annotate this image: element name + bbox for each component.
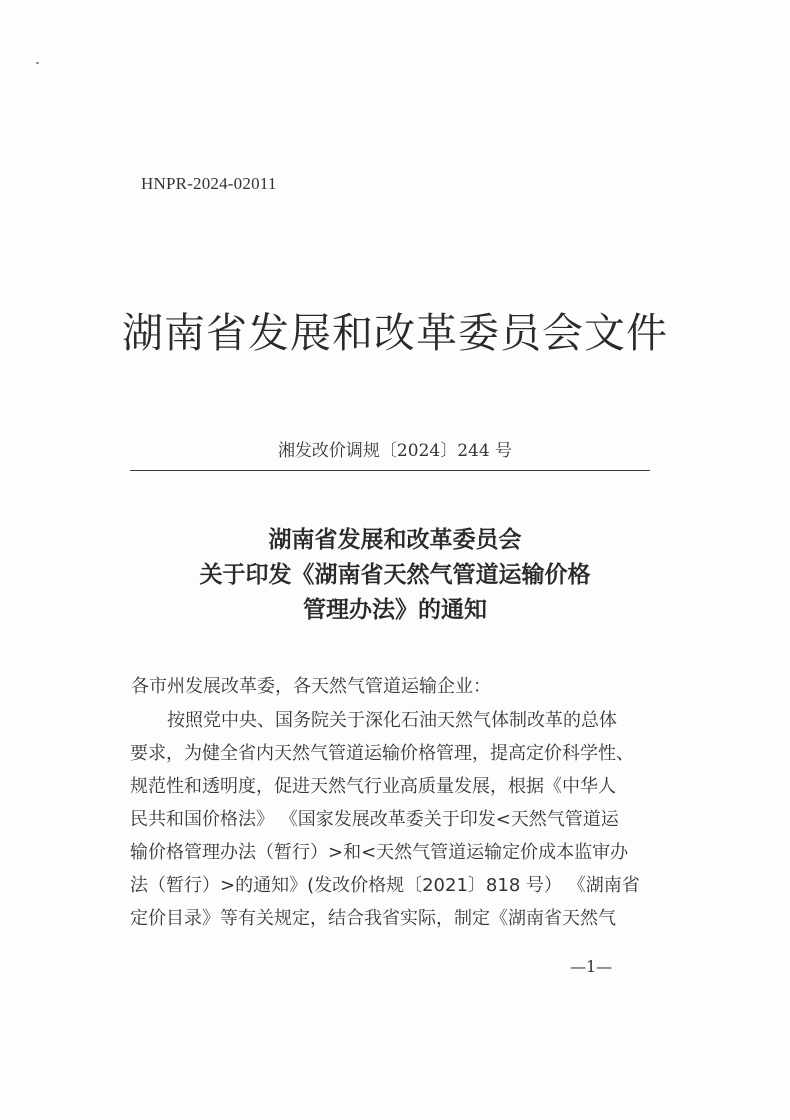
- body-line: 法（暂行）>的通知》(发改价格规〔2021〕818 号） 《湖南省: [130, 875, 640, 896]
- body-line: 定价目录》等有关规定，结合我省实际，制定《湖南省天然气: [130, 908, 616, 929]
- body-line: 民共和国价格法》 《国家发展改革委关于印发<天然气管道运: [130, 809, 619, 830]
- notice-title-line-2: 关于印发《湖南省天然气管道运输价格: [199, 561, 591, 588]
- body-line: 按照党中央、国务院关于深化石油天然气体制改革的总体: [167, 710, 617, 731]
- body-line: 规范性和透明度，促进天然气行业高质量发展，根据《中华人: [130, 776, 616, 797]
- document-id: HNPR-2024-02011: [141, 174, 277, 193]
- header-divider-line: [130, 470, 650, 471]
- notice-title-line-1: 湖南省发展和改革委员会: [268, 526, 522, 553]
- salutation: 各市州发展改革委，各天然气管道运输企业：: [131, 676, 491, 697]
- scan-speck: [36, 62, 39, 64]
- page-number: —1—: [570, 957, 613, 976]
- body-line: 输价格管理办法（暂行）>和<天然气管道运输定价成本监审办: [130, 842, 629, 863]
- notice-title: [0, 522, 790, 627]
- document-number: 湘发改价调规〔2024〕244 号: [277, 441, 513, 461]
- body-text: [130, 704, 670, 935]
- body-line: 要求，为健全省内天然气管道运输价格管理，提高定价科学性、: [130, 743, 634, 764]
- notice-title-line-3: 管理办法》的通知: [303, 596, 487, 623]
- issuing-organization-title: 湖南省发展和改革委员会文件: [122, 309, 668, 357]
